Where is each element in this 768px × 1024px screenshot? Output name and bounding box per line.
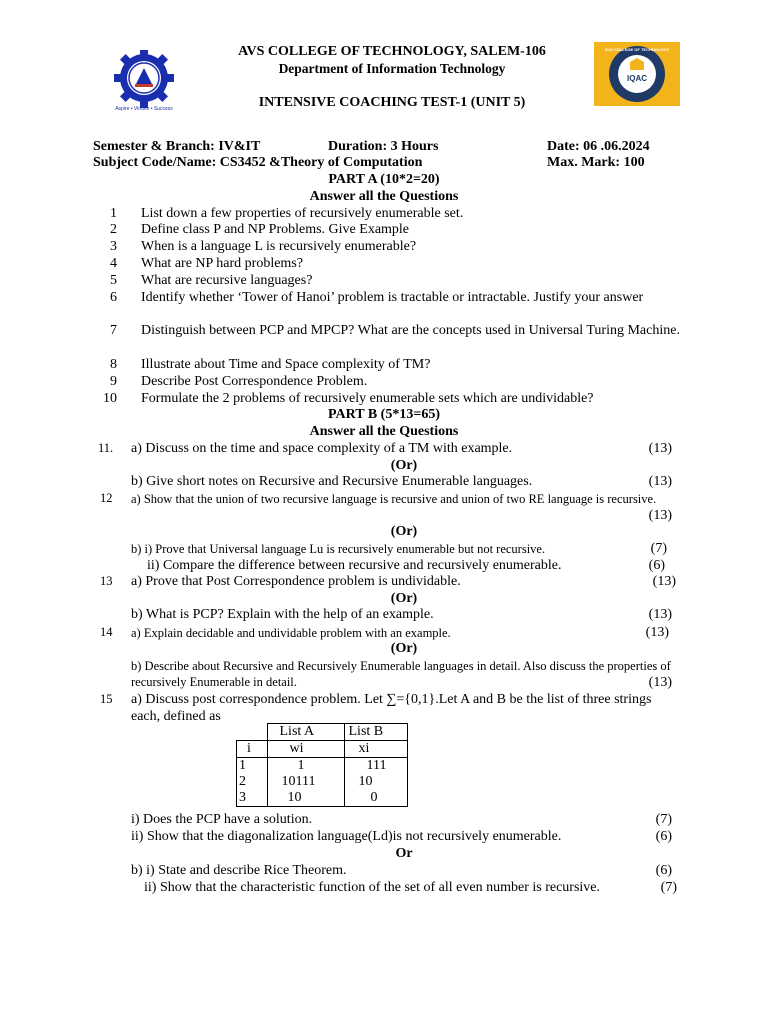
question-number: 5 — [110, 273, 117, 288]
table-cell: 1 — [267, 758, 344, 775]
question-text: What are recursive languages? — [141, 273, 313, 288]
part-b-title: PART B (5*13=65) — [328, 407, 440, 422]
table-cell: List B — [344, 724, 407, 741]
question-number: 12 — [100, 491, 113, 505]
question-text: Identify whether ‘Tower of Hanoi’ problem is tractable or intractable. Justify your answer — [141, 290, 644, 305]
question-number: 7 — [110, 323, 117, 338]
table-cell: 0 — [344, 790, 407, 807]
question-15a-i: i) Does the PCP have a solution. — [131, 812, 313, 827]
or-separator: (Or) — [390, 641, 418, 656]
table-cell: 1 — [237, 758, 268, 775]
max-mark: Max. Mark: 100 — [547, 155, 645, 170]
table-cell: 10 — [267, 790, 344, 807]
question-15b-ii: ii) Show that the characteristic function of the set of all even number is recursive. — [144, 880, 601, 895]
marks: (7) — [650, 541, 667, 556]
question-text: Distinguish between PCP and MPCP? What are the concepts used in Universal Turing Machine. — [141, 323, 680, 338]
question-13b: b) What is PCP? Explain with the help of an example. — [131, 607, 434, 622]
question-number: 1 — [110, 206, 117, 221]
marks: (13) — [648, 607, 672, 622]
question-text: What are NP hard problems? — [141, 256, 303, 271]
marks: (6) — [648, 558, 665, 573]
question-12b-i: b) i) Prove that Universal language Lu is recursively enumerable but not recursive. — [131, 542, 546, 556]
question-number: 15 — [100, 692, 113, 706]
question-12b-ii: ii) Compare the difference between recursive and recursively enumerable. — [147, 558, 562, 573]
question-number: 9 — [110, 374, 117, 389]
question-text: Describe Post Correspondence Problem. — [141, 374, 368, 389]
question-number: 14 — [100, 625, 113, 639]
table-cell: 111 — [344, 758, 407, 775]
marks: (7) — [660, 880, 677, 895]
marks: (6) — [655, 829, 672, 844]
part-b-instruction: Answer all the Questions — [309, 424, 459, 439]
question-14b: b) Describe about Recursive and Recursively Enumerable languages in detail. Also discuss the properties of recursively Enumerable in detail. — [131, 659, 671, 689]
marks: (13) — [652, 574, 676, 589]
question-number: 4 — [110, 256, 117, 271]
question-number: 11. — [98, 441, 114, 455]
table-cell: 10 — [344, 774, 407, 790]
marks: (13) — [648, 474, 672, 489]
part-a-instruction: Answer all the Questions — [309, 189, 459, 204]
table-row — [237, 758, 408, 775]
question-number: 13 — [100, 574, 113, 588]
question-number: 3 — [110, 239, 117, 254]
department-name: Department of Information Technology — [278, 61, 506, 76]
logo-motto: Aspire • Virtues • Success — [115, 106, 173, 112]
question-text: Formulate the 2 problems of recursively enumerable sets which are undividable? — [141, 391, 594, 406]
test-title: INTENSIVE COACHING TEST-1 (UNIT 5) — [258, 95, 526, 110]
iqac-label: IQAC — [627, 74, 647, 83]
marks: (13) — [648, 675, 672, 690]
or-separator: Or — [395, 846, 413, 861]
table-row — [237, 790, 408, 807]
or-separator: (Or) — [390, 591, 418, 606]
exam-date: Date: 06 .06.2024 — [547, 139, 650, 154]
table-cell — [237, 724, 268, 741]
question-12a: a) Show that the union of two recursive language is recursive and union of two RE language is recursive. — [131, 492, 657, 506]
table-row — [237, 741, 408, 758]
table-row — [237, 774, 408, 790]
table-cell: 10111 — [267, 774, 344, 790]
table-cell: 3 — [237, 790, 268, 807]
question-number: 2 — [110, 222, 117, 237]
marks: (6) — [655, 863, 672, 878]
table-cell: List A — [267, 724, 344, 741]
question-text: List down a few properties of recursively enumerable set. — [141, 206, 464, 221]
question-text: Define class P and NP Problems. Give Example — [141, 222, 410, 237]
part-a-title: PART A (10*2=20) — [328, 172, 440, 187]
question-11b: b) Give short notes on Recursive and Recursive Enumerable languages. — [131, 474, 533, 489]
question-15a: a) Discuss post correspondence problem. Let ∑={0,1}.Let A and B be the list of three strings each, defined as — [131, 692, 652, 724]
table-cell: 2 — [237, 774, 268, 790]
question-text: Illustrate about Time and Space complexity of TM? — [141, 357, 431, 372]
question-13a: a) Prove that Post Correspondence problem is undividable. — [131, 574, 461, 589]
question-15b-i: b) i) State and describe Rice Theorem. — [131, 863, 347, 878]
duration: Duration: 3 Hours — [328, 139, 439, 154]
table-cell: xi — [344, 741, 407, 758]
or-separator: (Or) — [390, 458, 418, 473]
iqac-ring-text: AVS COLLEGE OF TECHNOLOGY — [604, 47, 670, 52]
marks: (13) — [645, 625, 669, 640]
marks: (13) — [648, 441, 672, 456]
college-name: AVS COLLEGE OF TECHNOLOGY, SALEM-106 — [238, 44, 546, 59]
table-cell: wi — [267, 741, 344, 758]
question-14a: a) Explain decidable and undividable problem with an example. — [131, 626, 451, 640]
question-number: 6 — [110, 290, 117, 305]
semester-branch: Semester & Branch: IV&IT — [93, 139, 261, 154]
table-header-row — [237, 724, 408, 741]
question-11a: a) Discuss on the time and space complexity of a TM with example. — [131, 441, 513, 456]
marks: (7) — [655, 812, 672, 827]
question-number: 10 — [103, 391, 117, 406]
marks: (13) — [648, 508, 672, 523]
pcp-table — [236, 723, 408, 807]
question-number: 8 — [110, 357, 117, 372]
subject-code-name: Subject Code/Name: CS3452 &Theory of Computation — [93, 155, 423, 170]
table-cell: i — [237, 741, 268, 758]
question-15a-ii: ii) Show that the diagonalization language(Ld)is not recursively enumerable. — [131, 829, 562, 844]
question-text: When is a language L is recursively enumerable? — [141, 239, 417, 254]
or-separator: (Or) — [390, 524, 418, 539]
